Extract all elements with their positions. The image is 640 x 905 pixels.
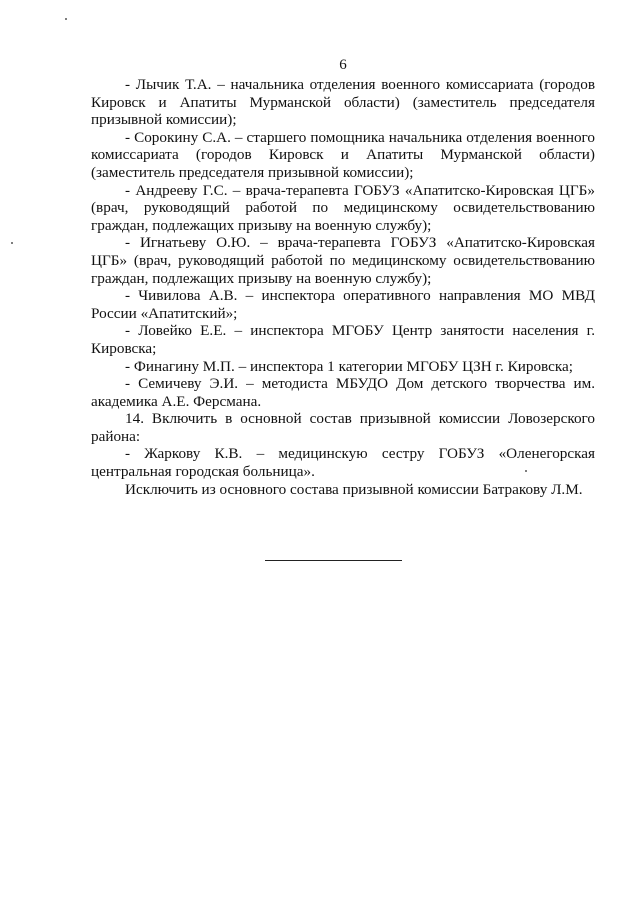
paragraph-andreeva: - Андрееву Г.С. – врача-терапевта ГОБУЗ «Апатитско-Кировская ЦГБ» (врач, руководящий работой по медицинскому освидетельствованию граждан, подлежащих призыву на военную службу); [91, 181, 595, 234]
paragraph-zharkova: - Жаркову К.В. – медицинскую сестру ГОБУЗ «Оленегорская центральная городская больница». [91, 445, 595, 481]
paragraph-exclude: Исключить из основного состава призывной комиссии Батракову Л.М. [125, 480, 583, 498]
paragraph-finagina: - Финагину М.П. – инспектора 1 категории МГОБУ ЦЗН г. Кировска; [125, 357, 573, 375]
page-number: 6 [339, 57, 347, 73]
paragraph-loveyko: - Ловейко Е.Е. – инспектора МГОБУ Центр занятости населения г. Кировска; [91, 322, 595, 357]
paragraph-item-14: 14. Включить в основной состав призывной комиссии Ловозерского района: [91, 410, 595, 445]
end-rule [265, 560, 402, 561]
paragraph-ignatieva: - Игнатьеву О.Ю. – врача-терапевта ГОБУЗ «Апатитско-Кировская ЦГБ» (врач, руководящий работой по медицинскому освидетельствованию граждан, подлежащих призыву на военную службу); [91, 234, 595, 287]
paragraph-semicheva: - Семичеву Э.И. – методиста МБУДО Дом детского творчества им. академика А.Е. Ферсмана. [91, 375, 595, 410]
scan-speck [65, 18, 67, 20]
scan-speck [525, 470, 527, 472]
paragraph-sorokina: - Сорокину С.А. – старшего помощника начальника отделения военного комиссариата (городов Кировск и Апатиты Мурманской области) (заместитель председателя призывной комиссии); [91, 128, 595, 181]
paragraph-lychik: - Лычик Т.А. – начальника отделения военного комиссариата (городов Кировск и Апатиты Мурманской области) (заместитель председателя призывной комиссии); [91, 76, 595, 129]
paragraph-chivilov: - Чивилова А.В. – инспектора оперативного направления МО МВД России «Апатитский»; [91, 287, 595, 322]
document-body [91, 76, 595, 498]
scan-speck [11, 242, 13, 244]
